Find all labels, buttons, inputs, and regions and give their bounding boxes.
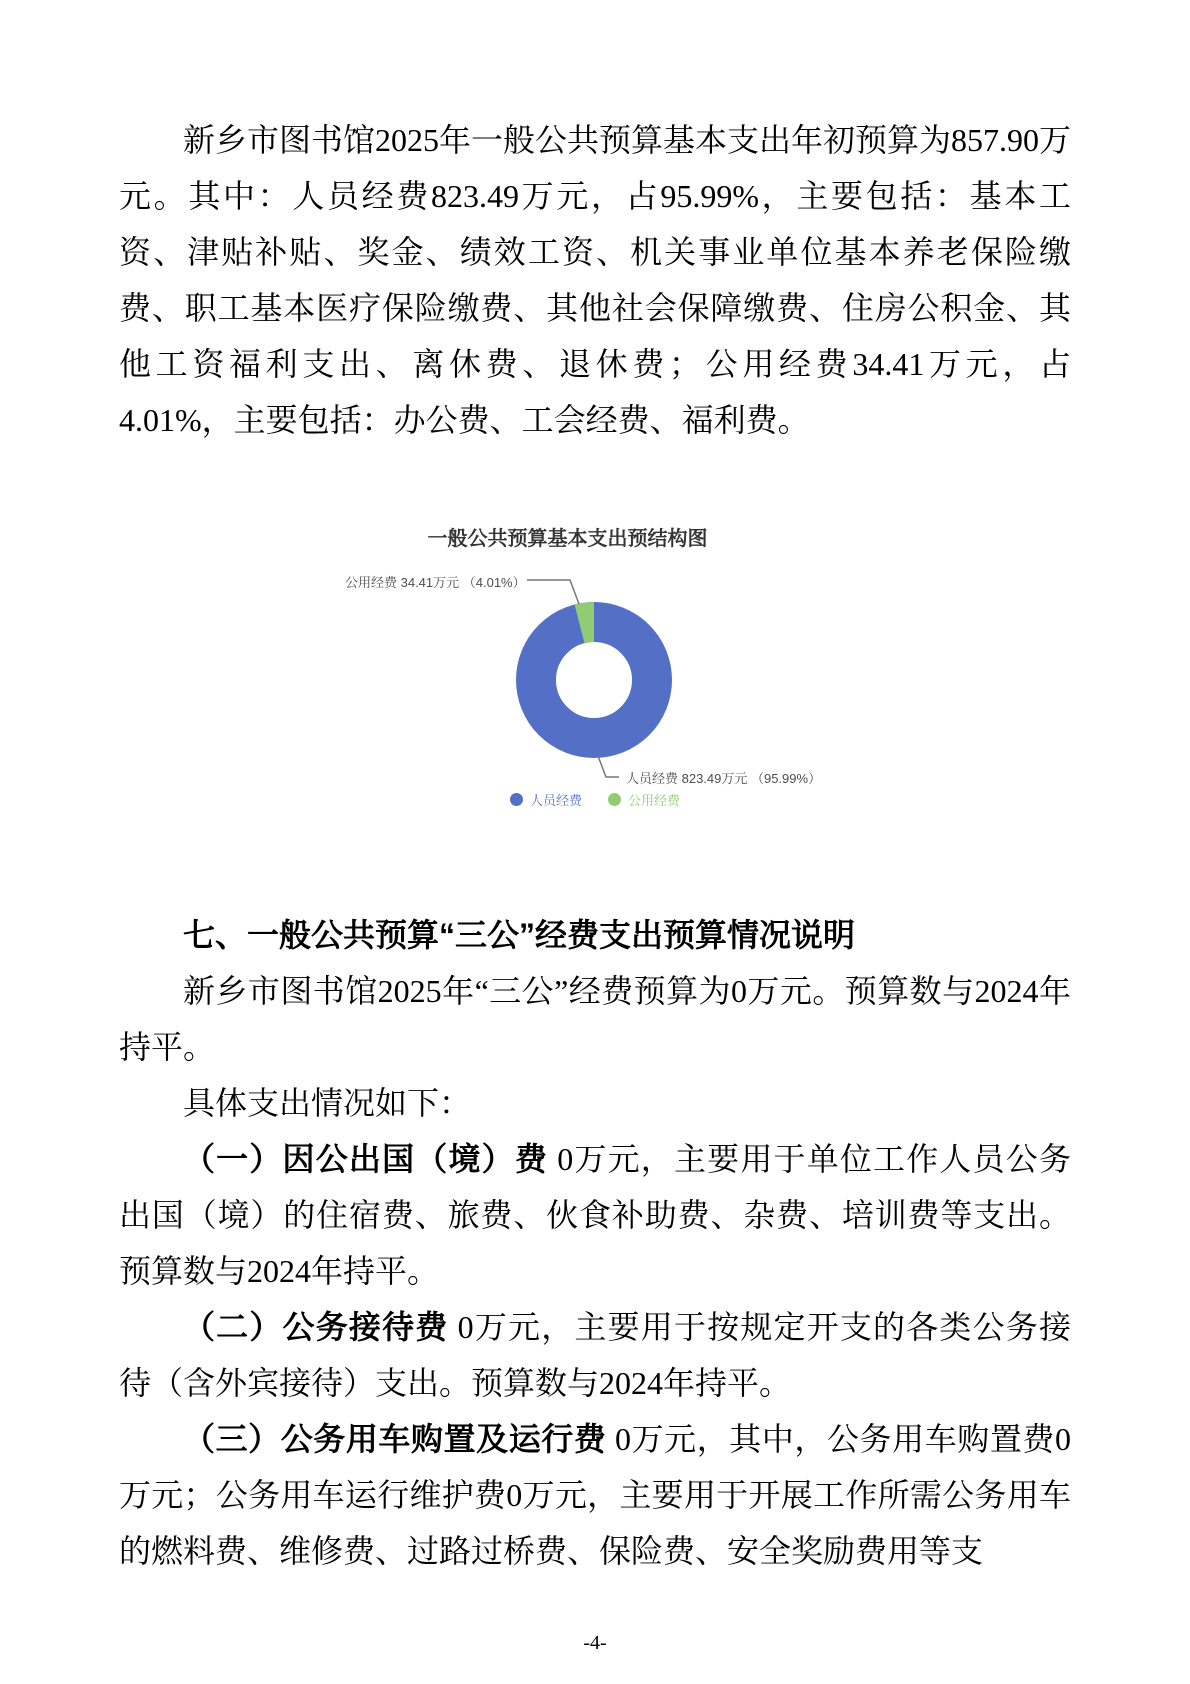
item-3-body: 0万元，其中，公务用车购置费0万元；公务用车运行维护费0万元，主要用于开展工作所需公务用车的燃料费、维修费、过路过桥费、保险费、安全奖励费用等支	[119, 1421, 1071, 1569]
legend-item-renyuan	[510, 790, 582, 809]
intro-paragraph-block	[119, 112, 1071, 448]
section-seven-item-3	[119, 1411, 1071, 1579]
legend-label-gongyong: 公用经费	[628, 793, 681, 808]
item-1-body: 0万元，主要用于单位工作人员公务出国（境）的住宿费、旅费、伙食补助费、杂费、培训费等支出。预算数与2024年持平。	[119, 1141, 1071, 1289]
callout-line-renyuan	[598, 756, 619, 777]
legend-label-renyuan: 人员经费	[529, 793, 582, 808]
legend-dot-renyuan-icon	[510, 793, 523, 806]
callout-line-gongyong	[527, 580, 579, 604]
callout-label-gongyong: 公用经费 34.41万元 （4.01%）	[345, 575, 526, 590]
page-number: -4-	[583, 1632, 607, 1654]
chart-title: 一般公共预算基本支出预结构图	[427, 528, 708, 550]
section-seven-heading: 七、一般公共预算“三公”经费支出预算情况说明	[183, 917, 856, 953]
item-2-title: （二）公务接待费	[183, 1309, 449, 1345]
section-seven-item-1	[119, 1131, 1071, 1299]
section-seven-paragraph-1: 新乡市图书馆2025年“三公”经费预算为0万元。预算数与2024年持平。	[119, 973, 1071, 1065]
item-2-body: 0万元，主要用于按规定开支的各类公务接待（含外宾接待）支出。预算数与2024年持平。	[119, 1309, 1071, 1401]
legend-dot-gongyong-icon	[608, 793, 621, 806]
callout-label-renyuan: 人员经费 823.49万元 （95.99%）	[626, 771, 822, 786]
section-seven-block	[119, 907, 1071, 1579]
budget-structure-chart	[345, 520, 845, 820]
section-seven-paragraph-2: 具体支出情况如下：	[183, 1085, 472, 1121]
section-seven-item-2	[119, 1299, 1071, 1411]
pie-slice-renyuan	[536, 622, 652, 738]
intro-paragraph: 新乡市图书馆2025年一般公共预算基本支出年初预算为857.90万元。其中：人员经费823.49万元，占95.99%，主要包括：基本工资、津贴补贴、奖金、绩效工资、机关事业单位基本养老保险缴费、职工基本医疗保险缴费、其他社会保障缴费、住房公积金、其他工资福利支出、离休费、退休费；公用经费34.41万元，占4.01%，主要包括：办公费、工会经费、福利费。	[119, 122, 1072, 438]
item-1-title: （一）因公出国（境）费	[183, 1141, 549, 1177]
item-3-title: （三）公务用车购置及运行费	[183, 1421, 607, 1457]
chart-legend	[345, 790, 845, 809]
legend-item-gongyong	[608, 790, 680, 809]
